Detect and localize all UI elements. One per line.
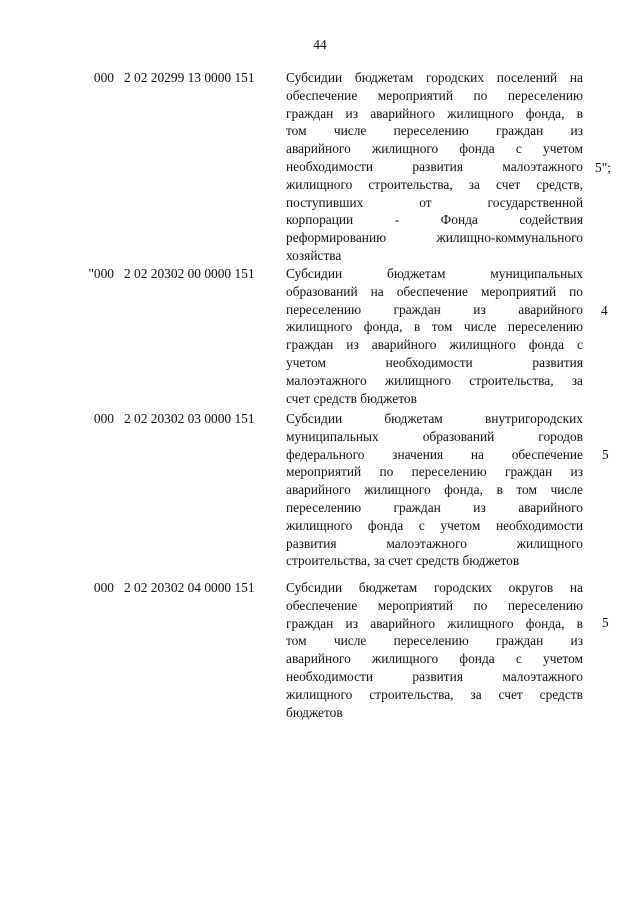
admin-code: 000	[93, 580, 114, 595]
description-line: Субсидии бюджетам городских поселений на	[286, 70, 583, 85]
description-line: поступивших от государственной	[286, 194, 583, 210]
description-line: федерального значения на обеспечение	[286, 446, 583, 462]
description-line: граждан из аварийного жилищного фонда с	[286, 337, 583, 353]
description-line: Субсидии бюджетам муниципальных	[286, 266, 583, 281]
row-description	[286, 579, 583, 721]
budget-classification-code: 2 02 20302 03 0000 151	[124, 411, 255, 426]
row-value: 5";	[595, 160, 611, 175]
description-line: реформированию жилищно-коммунального	[286, 230, 583, 246]
description-line: аварийного жилищного фонда с учетом	[286, 651, 583, 667]
row-description	[286, 265, 583, 407]
budget-classification-code: 2 02 20299 13 0000 151	[124, 70, 255, 85]
description-line: аварийного жилищного фонда, в том числе	[286, 482, 583, 498]
admin-code: "000	[88, 266, 114, 281]
row-value: 4	[601, 303, 608, 318]
description-line: бюджетов	[286, 704, 343, 720]
description-line: переселению граждан из аварийного	[286, 301, 583, 317]
description-line: Субсидии бюджетам внутригородских	[286, 411, 583, 426]
description-line: образований на обеспечение мероприятий по	[286, 283, 583, 299]
page-number: 44	[313, 37, 327, 52]
description-line: счет средств бюджетов	[286, 390, 417, 406]
description-line: строительства, за счет средств бюджетов	[286, 553, 520, 569]
description-line: жилищного фонда, в том числе переселению	[286, 319, 583, 335]
description-line: муниципальных образований городов	[286, 428, 583, 444]
description-line: граждан из аварийного жилищного фонда, в	[286, 615, 583, 631]
admin-code: 000	[93, 411, 114, 426]
description-line: обеспечение мероприятий по переселению	[286, 597, 583, 613]
description-line: жилищного строительства, за счет средств,	[286, 176, 583, 192]
description-line: аварийного жилищного фонда с учетом	[286, 141, 583, 157]
budget-classification-code: 2 02 20302 04 0000 151	[124, 580, 255, 595]
description-line: жилищного фонда с учетом необходимости	[286, 517, 583, 533]
budget-classification-code: 2 02 20302 00 0000 151	[124, 266, 255, 281]
description-line: Субсидии бюджетам городских округов на	[286, 580, 583, 595]
description-line: жилищного строительства, за счет средств	[286, 686, 583, 702]
row-value: 5	[602, 447, 609, 462]
row-description	[286, 410, 583, 570]
description-line: хозяйства	[286, 247, 342, 263]
description-line: необходимости развития малоэтажного	[286, 158, 583, 174]
description-line: необходимости развития малоэтажного	[286, 668, 583, 684]
description-line: том числе переселению граждан из	[286, 633, 583, 649]
description-line: граждан из аварийного жилищного фонда, в	[286, 105, 583, 121]
description-line: переселению граждан из аварийного	[286, 499, 583, 515]
admin-code: 000	[93, 70, 114, 85]
description-line: корпорации - Фонда содействия	[286, 212, 583, 228]
description-line: учетом необходимости развития	[286, 354, 583, 370]
row-value: 5	[602, 615, 609, 630]
description-line: мероприятий по переселению граждан из	[286, 464, 583, 480]
description-line: развития малоэтажного жилищного	[286, 535, 583, 551]
description-line: том числе переселению граждан из	[286, 123, 583, 139]
description-line: обеспечение мероприятий по переселению	[286, 87, 583, 103]
description-line: малоэтажного жилищного строительства, за	[286, 372, 583, 388]
row-description	[286, 69, 583, 265]
